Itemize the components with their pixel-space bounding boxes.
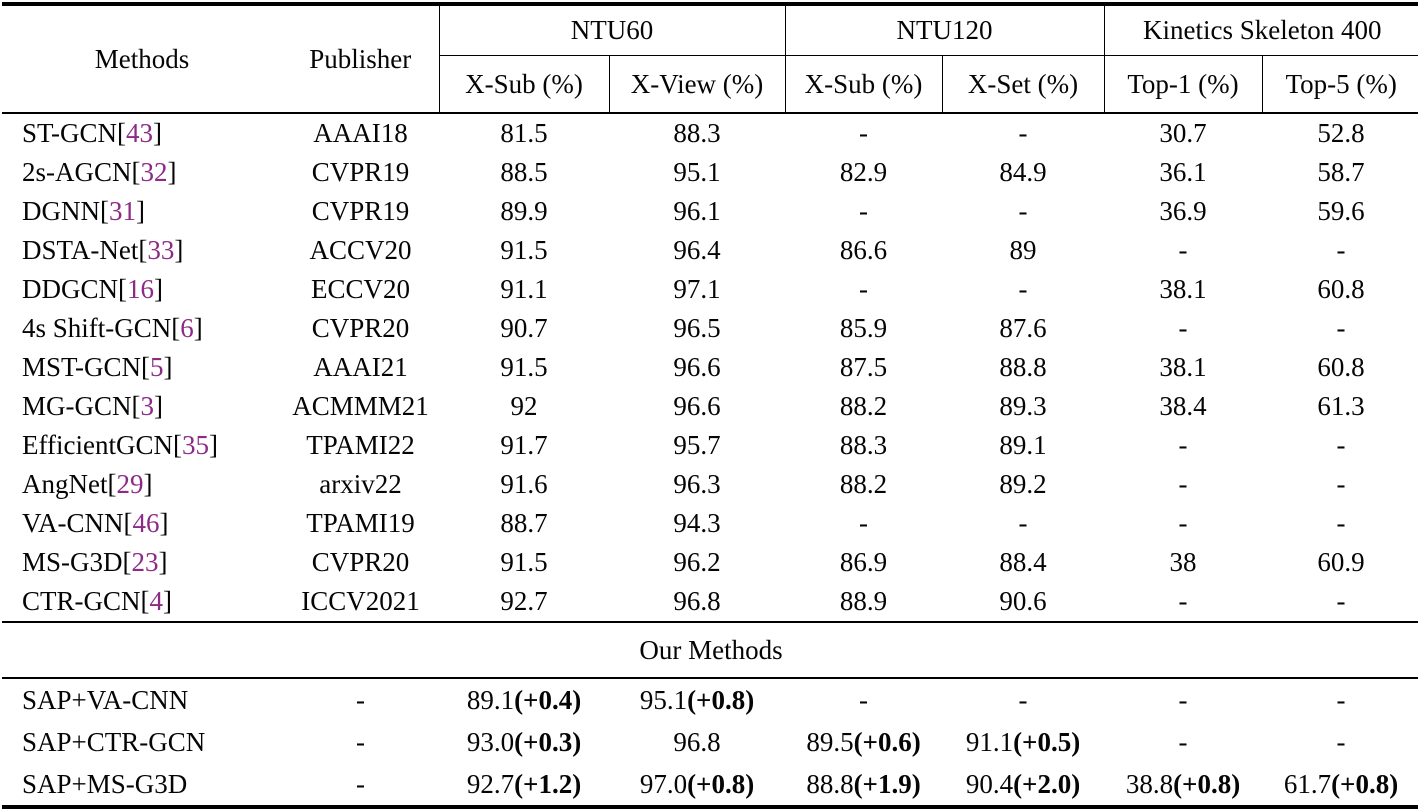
- publisher-cell: -: [356, 684, 365, 715]
- value-cell: 84.9: [999, 157, 1047, 187]
- column-header-xview-ntu60: X-View (%): [609, 56, 785, 114]
- value-cell: 94.3: [673, 508, 721, 538]
- our-methods-rows: [2, 678, 1418, 807]
- value-cell: 89.1: [999, 430, 1047, 460]
- value-cell: 96.2: [673, 547, 721, 577]
- value-cell: 89.3: [999, 391, 1047, 421]
- value-cell: -: [1178, 684, 1188, 715]
- value-cell: 93.0(+0.3): [466, 726, 582, 757]
- table-row: [2, 309, 1418, 348]
- value-cell: -: [1336, 430, 1346, 460]
- improvement-delta: (+0.4): [514, 684, 582, 715]
- value-cell: -: [1018, 684, 1028, 715]
- method-name-cell: DSTA-Net[33]: [22, 235, 184, 265]
- method-name-cell: 2s-AGCN[32]: [22, 157, 177, 187]
- value-cell: 97.0(+0.8): [639, 768, 755, 799]
- method-name-cell: SAP+MS-G3D: [22, 768, 188, 799]
- value-cell: 90.4(+2.0): [965, 768, 1081, 799]
- improvement-delta: (+0.8): [687, 768, 755, 799]
- value-cell: 91.5: [500, 547, 548, 577]
- value-cell: 60.9: [1317, 547, 1365, 577]
- publisher-cell: ECCV20: [310, 274, 410, 304]
- improvement-delta: (+0.8): [687, 684, 755, 715]
- citation-number[interactable]: 32: [140, 157, 168, 187]
- value-cell: 89.1(+0.4): [466, 684, 582, 715]
- improvement-delta: (+0.6): [853, 726, 921, 757]
- value-cell: -: [1178, 430, 1188, 460]
- table-row: [2, 153, 1418, 192]
- citation-number[interactable]: 29: [116, 469, 144, 499]
- results-table: [2, 2, 1418, 809]
- value-cell: 88.9: [839, 586, 888, 616]
- publisher-cell: CVPR20: [311, 547, 410, 577]
- method-name-cell: MG-GCN[3]: [22, 391, 164, 421]
- value-cell: 85.9: [839, 313, 888, 343]
- table-row: [2, 231, 1418, 270]
- method-name-cell: EfficientGCN[35]: [22, 430, 218, 460]
- value-cell: 88.2: [839, 391, 888, 421]
- value-cell: 81.5: [500, 118, 548, 148]
- column-header-top5-kinetics: Top-5 (%): [1262, 56, 1418, 114]
- value-cell: -: [1178, 235, 1188, 265]
- improvement-delta: (+1.2): [514, 768, 582, 799]
- table-row: [2, 426, 1418, 465]
- value-cell: -: [1018, 274, 1028, 304]
- value-cell: 86.9: [839, 547, 888, 577]
- value-cell: 96.3: [673, 469, 721, 499]
- value-cell: 96.6: [673, 352, 721, 382]
- improvement-delta: (+1.9): [853, 768, 921, 799]
- citation-number[interactable]: 33: [147, 235, 175, 265]
- value-cell: 61.3: [1317, 391, 1365, 421]
- value-cell: 38.8(+0.8): [1125, 768, 1241, 799]
- value-cell: 60.8: [1317, 352, 1365, 382]
- value-cell: -: [1018, 196, 1028, 226]
- value-cell: 89.9: [500, 196, 548, 226]
- header-group-row: [2, 4, 1418, 56]
- value-cell: 88.8(+1.9): [806, 768, 921, 799]
- citation-number[interactable]: 46: [132, 508, 160, 538]
- value-cell: 88.5: [500, 157, 548, 187]
- value-cell: -: [1336, 508, 1346, 538]
- publisher-cell: CVPR20: [311, 313, 410, 343]
- value-cell: 95.1: [673, 157, 721, 187]
- method-name-cell: SAP+CTR-GCN: [22, 726, 206, 757]
- value-cell: 30.7: [1159, 118, 1207, 148]
- citation-number[interactable]: 43: [126, 118, 154, 148]
- column-header-xset-ntu120: X-Set (%): [942, 56, 1104, 114]
- value-cell: 96.6: [673, 391, 721, 421]
- table-row: [2, 721, 1418, 763]
- value-cell: -: [1018, 508, 1028, 538]
- method-name-cell: CTR-GCN[4]: [22, 586, 173, 616]
- value-cell: 87.5: [839, 352, 888, 382]
- value-cell: -: [1018, 118, 1028, 148]
- group-header-ntu120: NTU120: [785, 4, 1104, 56]
- value-cell: 92.7(+1.2): [466, 768, 582, 799]
- method-name-cell: ST-GCN[43]: [22, 118, 163, 148]
- citation-number[interactable]: 23: [131, 547, 159, 577]
- value-cell: -: [859, 684, 868, 715]
- publisher-cell: arxiv22: [319, 469, 402, 499]
- publisher-cell: CVPR19: [311, 196, 410, 226]
- publisher-cell: TPAMI19: [306, 508, 415, 538]
- value-cell: 97.1: [673, 274, 721, 304]
- value-cell: 38.1: [1159, 274, 1207, 304]
- value-cell: 86.6: [839, 235, 888, 265]
- citation-number[interactable]: 5: [150, 352, 164, 382]
- value-cell: 90.7: [500, 313, 548, 343]
- method-name-cell: VA-CNN[46]: [22, 508, 169, 538]
- column-header-top1-kinetics: Top-1 (%): [1104, 56, 1262, 114]
- method-name-cell: AngNet[29]: [22, 469, 153, 499]
- table-row: [2, 504, 1418, 543]
- value-cell: 89: [1009, 235, 1037, 265]
- publisher-cell: CVPR19: [311, 157, 410, 187]
- value-cell: 87.6: [999, 313, 1047, 343]
- value-cell: 96.1: [673, 196, 721, 226]
- value-cell: -: [1336, 313, 1346, 343]
- table-row: [2, 678, 1418, 721]
- value-cell: 96.4: [673, 235, 721, 265]
- value-cell: 91.5: [500, 235, 548, 265]
- prior-methods-rows: [2, 113, 1418, 622]
- improvement-delta: (+0.3): [514, 726, 582, 757]
- table-row: [2, 192, 1418, 231]
- value-cell: 88.7: [500, 508, 548, 538]
- citation-number[interactable]: 3: [140, 391, 155, 421]
- value-cell: 88.3: [673, 118, 721, 148]
- value-cell: 91.5: [500, 352, 548, 382]
- value-cell: -: [1178, 469, 1188, 499]
- value-cell: -: [1336, 469, 1346, 499]
- value-cell: 88.2: [839, 469, 888, 499]
- value-cell: -: [1178, 726, 1188, 757]
- section-divider-row: [2, 622, 1418, 678]
- table-row: [2, 582, 1418, 622]
- value-cell: 38.4: [1159, 391, 1207, 421]
- value-cell: 60.8: [1317, 274, 1365, 304]
- value-cell: -: [1336, 684, 1346, 715]
- value-cell: 89.2: [999, 469, 1047, 499]
- value-cell: 95.7: [673, 430, 721, 460]
- publisher-cell: AAAI21: [313, 352, 408, 382]
- publisher-cell: AAAI18: [313, 118, 408, 148]
- column-header-xsub-ntu120: X-Sub (%): [785, 56, 942, 114]
- value-cell: 59.6: [1317, 196, 1365, 226]
- publisher-cell: ACCV20: [309, 235, 412, 265]
- value-cell: 38.1: [1159, 352, 1207, 382]
- value-cell: 36.1: [1159, 157, 1207, 187]
- improvement-delta: (+0.8): [1331, 768, 1399, 799]
- value-cell: 91.6: [500, 469, 548, 499]
- value-cell: -: [859, 274, 868, 304]
- value-cell: 96.8: [673, 586, 721, 616]
- method-name-cell: MST-GCN[5]: [22, 352, 173, 382]
- value-cell: 38: [1169, 547, 1197, 577]
- table-row: [2, 465, 1418, 504]
- table-row: [2, 270, 1418, 309]
- table-header: [2, 4, 1418, 113]
- value-cell: 36.9: [1159, 196, 1207, 226]
- publisher-cell: -: [356, 726, 365, 757]
- value-cell: 95.1(+0.8): [639, 684, 755, 715]
- value-cell: -: [1336, 726, 1346, 757]
- value-cell: -: [1178, 586, 1188, 616]
- section-divider-label: Our Methods: [2, 622, 1418, 678]
- improvement-delta: (+0.8): [1173, 768, 1241, 799]
- citation-number[interactable]: 31: [109, 196, 136, 226]
- value-cell: -: [859, 118, 868, 148]
- value-cell: 92.7: [500, 586, 548, 616]
- citation-number[interactable]: 4: [149, 586, 164, 616]
- value-cell: -: [1336, 235, 1346, 265]
- method-name-cell: SAP+VA-CNN: [22, 684, 189, 715]
- group-header-ntu60: NTU60: [439, 4, 785, 56]
- group-header-kinetics: Kinetics Skeleton 400: [1104, 4, 1418, 56]
- improvement-delta: (+0.5): [1013, 726, 1081, 757]
- publisher-cell: ACMMM21: [292, 391, 429, 421]
- value-cell: 91.7: [500, 430, 548, 460]
- value-cell: 92: [510, 391, 538, 421]
- column-header-publisher: Publisher: [282, 4, 439, 113]
- table-row: [2, 543, 1418, 582]
- table-row: [2, 113, 1418, 153]
- value-cell: 90.6: [999, 586, 1047, 616]
- citation-number[interactable]: 6: [180, 313, 194, 343]
- value-cell: 88.3: [839, 430, 888, 460]
- improvement-delta: (+2.0): [1013, 768, 1081, 799]
- value-cell: 96.5: [673, 313, 721, 343]
- method-name-cell: DDGCN[16]: [22, 274, 164, 304]
- citation-number[interactable]: 35: [181, 430, 209, 460]
- table-row: [2, 348, 1418, 387]
- value-cell: 89.5(+0.6): [806, 726, 921, 757]
- value-cell: 96.8: [673, 726, 721, 757]
- value-cell: -: [1178, 508, 1188, 538]
- method-name-cell: 4s Shift-GCN[6]: [22, 313, 203, 343]
- value-cell: 61.7(+0.8): [1283, 768, 1399, 799]
- value-cell: -: [1178, 313, 1188, 343]
- column-header-xsub-ntu60: X-Sub (%): [439, 56, 609, 114]
- method-name-cell: MS-G3D[23]: [22, 547, 168, 577]
- value-cell: 91.1: [500, 274, 548, 304]
- value-cell: 88.4: [999, 547, 1047, 577]
- publisher-cell: ICCV2021: [301, 586, 420, 616]
- value-cell: 91.1(+0.5): [965, 726, 1081, 757]
- value-cell: -: [859, 196, 868, 226]
- table-row: [2, 763, 1418, 807]
- value-cell: 82.9: [839, 157, 888, 187]
- section-divider: [2, 622, 1418, 678]
- value-cell: -: [859, 508, 868, 538]
- table-row: [2, 387, 1418, 426]
- publisher-cell: TPAMI22: [306, 430, 415, 460]
- value-cell: 52.8: [1317, 118, 1365, 148]
- column-header-methods: Methods: [2, 4, 282, 113]
- publisher-cell: -: [356, 768, 365, 799]
- method-name-cell: DGNN[31]: [22, 196, 145, 226]
- citation-number[interactable]: 16: [127, 274, 155, 304]
- value-cell: 88.8: [999, 352, 1047, 382]
- value-cell: 58.7: [1317, 157, 1365, 187]
- value-cell: -: [1336, 586, 1346, 616]
